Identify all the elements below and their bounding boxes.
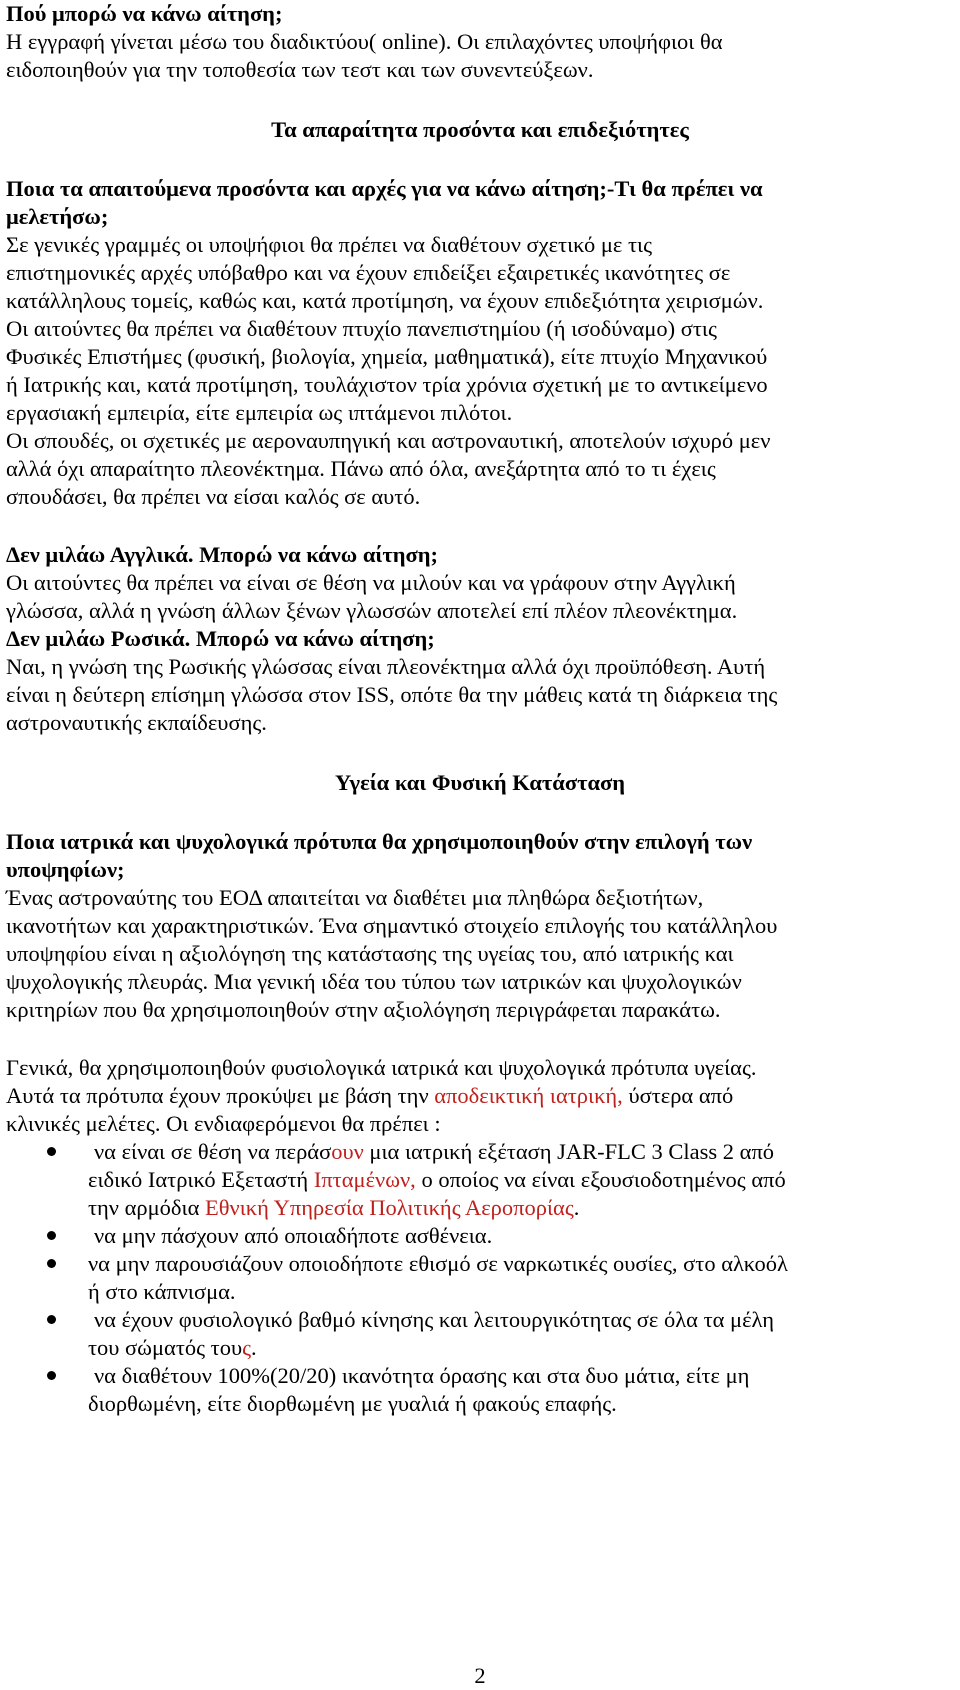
- skills-question: Ποια τα απαιτούμενα προσόντα και αρχές για να κάνω αίτηση;-Τι θα πρέπει να: [6, 176, 763, 201]
- paragraph-line: Ένας αστροναύτης του ΕΟΔ απαιτείται να διαθέτει μια πληθώρα δεξιοτήτων,: [6, 885, 704, 910]
- text-run: να είναι σε θέση να περάσ: [94, 1139, 332, 1164]
- paragraph-line: υποψηφίου είναι η αξιολόγηση της κατάστασης της υγείας του, από ιατρικής και: [6, 941, 734, 966]
- paragraph-line: ή Ιατρικής και, κατά προτίμηση, τουλάχιστον τρία χρόνια σχετική με το αντικείμενο: [6, 372, 768, 397]
- paragraph-line: γλώσσα, αλλά η γνώση άλλων ξένων γλωσσών αποτελεί επί πλέον πλεονέκτημα.: [6, 598, 738, 623]
- paragraph-line: κατάλληλους τομείς, καθώς και, κατά προτίμηση, να έχουν επιδεξιότητα χειρισμών.: [6, 288, 764, 313]
- paragraph-line: Οι σπουδές, οι σχετικές με αεροναυπηγική και αστροναυτική, αποτελούν ισχυρό μεν: [6, 428, 771, 453]
- paragraph-line: Οι αιτούντες θα πρέπει να είναι σε θέση να μιλούν και να γράφουν στην Αγγλική: [6, 570, 736, 595]
- bullet-line: [88, 1166, 786, 1194]
- paragraph-line: αλλά όχι απαραίτητο πλεονέκτημα. Πάνω από όλα, ανεξάρτητα από το τι έχεις: [6, 456, 716, 481]
- text-run: την αρμόδια: [88, 1195, 206, 1220]
- paragraph-line: ειδοποιηθούν για την τοποθεσία των τεστ και των συνεντεύξεων.: [6, 57, 594, 82]
- health-question: Ποια ιατρικά και ψυχολογικά πρότυπα θα χρησιμοποιηθούν στην επιλογή των: [6, 829, 753, 854]
- bullet-line: διορθωμένη, είτε διορθωμένη με γυαλιά ή φακούς επαφής.: [88, 1391, 617, 1416]
- bullet-line: [88, 1334, 257, 1362]
- paragraph-line: επιστημονικές αρχές υπόβαθρο και να έχουν επιδείξει εξαιρετικές ικανότητες σε: [6, 260, 731, 285]
- paragraph-line: κλινικές μελέτες. Οι ενδιαφερόμενοι θα πρέπει :: [6, 1111, 441, 1136]
- bullet-line: να μην πάσχουν από οποιαδήποτε ασθένεια.: [94, 1223, 493, 1248]
- text-run: .: [573, 1195, 580, 1220]
- highlight-text: Εθνική Υπηρεσία Πολιτικής Αεροπορίας: [205, 1195, 574, 1220]
- text-run: του σώματός του: [88, 1335, 243, 1360]
- bullet-line: [94, 1138, 774, 1166]
- paragraph-line: Φυσικές Επιστήμες (φυσική, βιολογία, χημεία, μαθηματικά), είτε πτυχίο Μηχανικού: [6, 344, 768, 369]
- paragraph-line: είναι η δεύτερη επίσημη γλώσσα στον ISS, οπότε θα την μάθεις κατά τη διάρκεια της: [6, 682, 778, 707]
- section-title-health: Υγεία και Φυσική Κατάσταση: [334, 770, 626, 795]
- bullet-line: να μην παρουσιάζουν οποιοδήποτε εθισμό σε ναρκωτικές ουσίες, στο αλκοόλ: [88, 1251, 788, 1276]
- paragraph-line: Σε γενικές γραμμές οι υποψήφιοι θα πρέπει να διαθέτουν σχετικό με τις: [6, 232, 653, 257]
- paragraph-line: κριτηρίων που θα χρησιμοποιηθούν στην αξιολόγηση περιγράφεται παρακάτω.: [6, 997, 721, 1022]
- paragraph-line: Οι αιτούντες θα πρέπει να διαθέτουν πτυχίο πανεπιστημίου (ή ισοδύναμο) στις: [6, 316, 717, 341]
- paragraph-line: Γενικά, θα χρησιμοποιηθούν φυσιολογικά ιατρικά και ψυχολογικά πρότυπα υγείας.: [6, 1055, 757, 1080]
- bullet-icon: [47, 1371, 56, 1380]
- bullet-line: να διαθέτουν 100%(20/20) ικανότητα όρασης και στα δυο μάτια, είτε μη: [94, 1363, 750, 1388]
- text-run: μια ιατρική εξέταση JAR-FLC 3 Class 2 από: [363, 1139, 775, 1164]
- bullet-icon: [47, 1147, 56, 1156]
- bullet-icon: [47, 1259, 56, 1268]
- apply-heading: Πού μπορώ να κάνω αίτηση;: [6, 1, 283, 26]
- bullet-icon: [47, 1315, 56, 1324]
- health-question: υποψηφίων;: [6, 857, 125, 882]
- paragraph-line: ψυχολογικής πλευράς. Μια γενική ιδέα του τύπου των ιατρικών και ψυχολογικών: [6, 969, 742, 994]
- page-number: 2: [474, 1663, 486, 1688]
- highlight-text: ουν: [331, 1139, 364, 1164]
- paragraph-line: Η εγγραφή γίνεται μέσω του διαδικτύου( online). Οι επιλαχόντες υποψήφιοι θα: [6, 29, 723, 54]
- paragraph-line: ικανοτήτων και χαρακτηριστικών. Ένα σημαντικό στοιχείο επιλογής του κατάλληλου: [6, 913, 778, 938]
- paragraph-line: σπουδάσει, θα πρέπει να είσαι καλός σε αυτό.: [6, 484, 421, 509]
- section-title-skills: Τα απαραίτητα προσόντα και επιδεξιότητες: [271, 117, 689, 142]
- paragraph-line: αστροναυτικής εκπαίδευσης.: [6, 710, 267, 735]
- skills-question: μελετήσω;: [6, 204, 109, 229]
- paragraph-line: Ναι, η γνώση της Ρωσικής γλώσσας είναι πλεονέκτημα αλλά όχι προϋπόθεση. Αυτή: [6, 654, 766, 679]
- paragraph-line: [6, 1082, 733, 1110]
- bullet-line: [88, 1194, 579, 1222]
- bullet-line: ή στο κάπνισμα.: [88, 1279, 236, 1304]
- highlight-text: ς: [242, 1335, 252, 1360]
- text-run: ύστερα από: [622, 1083, 734, 1108]
- bullet-line: να έχουν φυσιολογικό βαθμό κίνησης και λειτουργικότητας σε όλα τα μέλη: [94, 1307, 775, 1332]
- english-question: Δεν μιλάω Αγγλικά. Μπορώ να κάνω αίτηση;: [6, 542, 439, 567]
- highlight-text: Ιπταμένων,: [313, 1167, 416, 1192]
- text-run: ο οποίος να είναι εξουσιοδοτημένος από: [415, 1167, 786, 1192]
- text-run: .: [251, 1335, 257, 1360]
- bullet-icon: [47, 1231, 56, 1240]
- russian-question: Δεν μιλάω Ρωσικά. Μπορώ να κάνω αίτηση;: [6, 626, 435, 651]
- paragraph-line: εργασιακή εμπειρία, είτε εμπειρία ως ιπτάμενοι πιλότοι.: [6, 400, 513, 425]
- text-run: ειδικό Ιατρικό Εξεταστή: [88, 1167, 314, 1192]
- highlight-text: αποδεικτική ιατρική,: [434, 1083, 623, 1108]
- text-run: Αυτά τα πρότυπα έχουν προκύψει με βάση την: [6, 1083, 435, 1108]
